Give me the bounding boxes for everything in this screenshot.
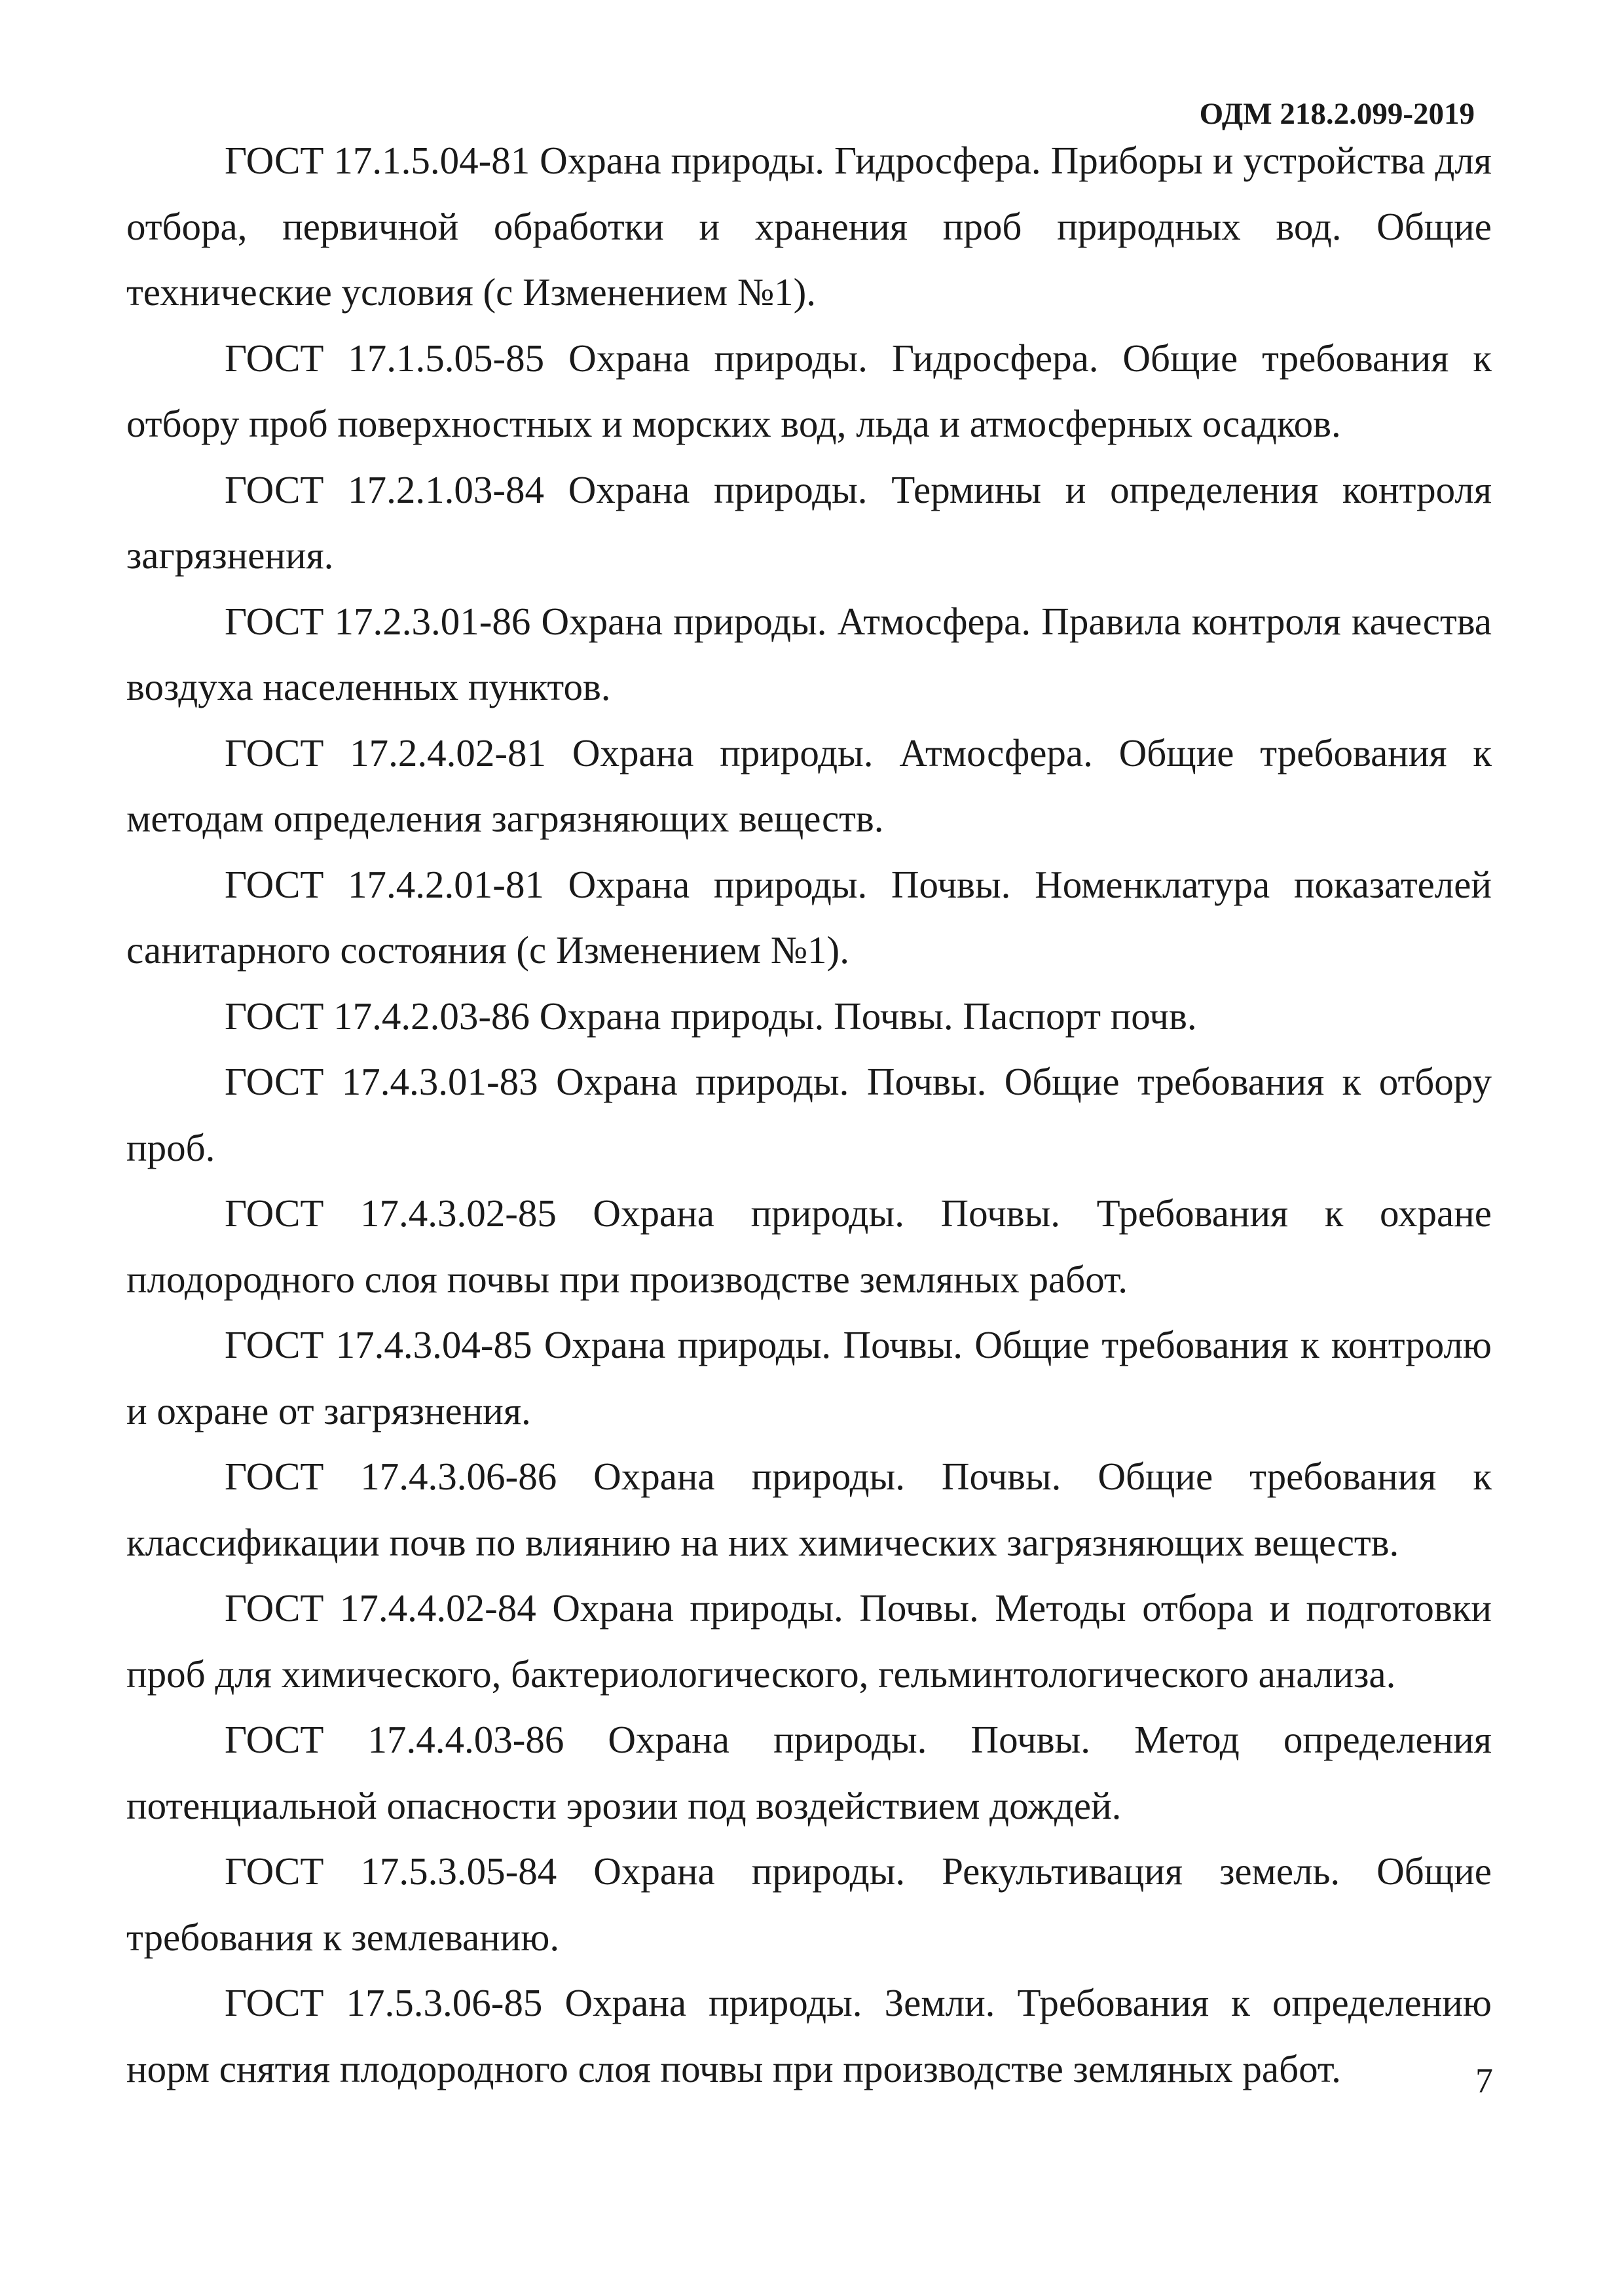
standard-entry: ГОСТ 17.2.4.02-81 Охрана природы. Атмосфера. Общие требования к методам определения загрязняющих веществ. xyxy=(126,731,1492,840)
standard-entry: ГОСТ 17.4.3.01-83 Охрана природы. Почвы. Общие требования к отбору проб. xyxy=(126,1060,1492,1169)
standard-entry: ГОСТ 17.4.4.03-86 Охрана природы. Почвы. Метод определения потенциальной опасности эрозии под воздействием дождей. xyxy=(126,1718,1492,1827)
standard-entry: ГОСТ 17.1.5.04-81 Охрана природы. Гидросфера. Приборы и устройства для отбора, первичной обработки и хранения проб природных вод. Общие технические условия (с Изменением №1). xyxy=(126,139,1492,314)
standard-entry: ГОСТ 17.1.5.05-85 Охрана природы. Гидросфера. Общие требования к отбору проб поверхностных и морских вод, льда и атмосферных осадков. xyxy=(126,336,1492,445)
standard-entry: ГОСТ 17.4.2.03-86 Охрана природы. Почвы. Паспорт почв. xyxy=(225,994,1197,1038)
standard-entry: ГОСТ 17.4.3.06-86 Охрана природы. Почвы. Общие требования к классификации почв по влиянию на них химических загрязняющих веществ. xyxy=(126,1455,1492,1564)
page-number: 7 xyxy=(1475,2061,1493,2100)
standard-entry: ГОСТ 17.4.4.02-84 Охрана природы. Почвы. Методы отбора и подготовки проб для химического, бактериологического, гельминтологического анализа. xyxy=(126,1586,1492,1696)
standard-entry: ГОСТ 17.4.3.04-85 Охрана природы. Почвы. Общие требования к контролю и охране от загрязнения. xyxy=(126,1323,1492,1432)
standard-entry: ГОСТ 17.2.3.01-86 Охрана природы. Атмосфера. Правила контроля качества воздуха населенных пунктов. xyxy=(126,599,1492,708)
standards-list xyxy=(126,128,1492,2102)
standard-entry: ГОСТ 17.4.2.01-81 Охрана природы. Почвы. Номенклатура показателей санитарного состояния (с Изменением №1). xyxy=(126,862,1492,972)
standard-entry: ГОСТ 17.5.3.05-84 Охрана природы. Рекультивация земель. Общие требования к землеванию. xyxy=(126,1850,1492,1959)
standard-entry: ГОСТ 17.5.3.06-85 Охрана природы. Земли. Требования к определению норм снятия плодородного слоя почвы при производстве земляных работ. xyxy=(126,1981,1492,2090)
standard-entry: ГОСТ 17.4.3.02-85 Охрана природы. Почвы. Требования к охране плодородного слоя почвы при производстве земляных работ. xyxy=(126,1192,1492,1301)
standard-entry: ГОСТ 17.2.1.03-84 Охрана природы. Термины и определения контроля загрязнения. xyxy=(126,467,1492,577)
document-code: ОДМ 218.2.099-2019 xyxy=(1199,97,1475,131)
